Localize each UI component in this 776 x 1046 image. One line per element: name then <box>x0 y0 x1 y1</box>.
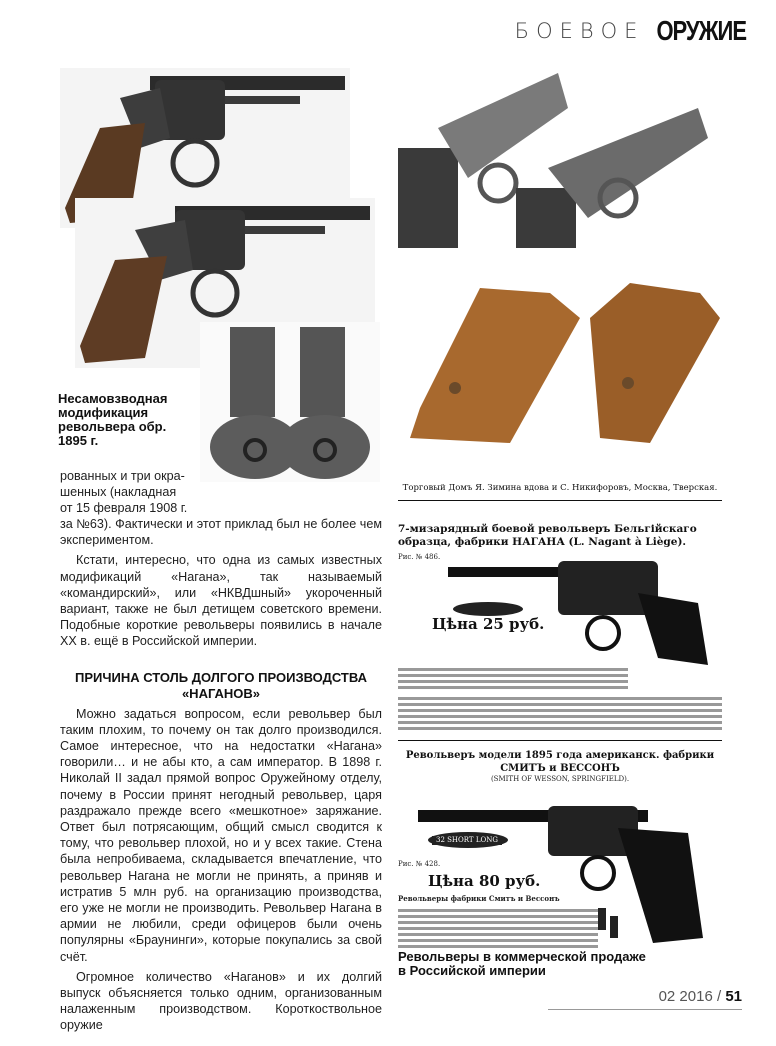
wrap-line-2: шенных (накладная <box>60 485 177 500</box>
ad-sw-description <box>398 906 598 951</box>
ad-sw-price: Цѣна 80 руб. <box>428 872 541 890</box>
ad-nagant-description <box>398 668 628 689</box>
paragraph-4: Огромное количество «Наганов» и их долгий выпуск объясняется только одним, организованным налаженным производством. Короткоствольное оружие <box>60 969 382 1033</box>
wrap-line-4: за №63). <box>60 517 112 531</box>
masthead <box>514 14 746 46</box>
wrap-text <box>60 468 200 517</box>
ad-sw-cartridge: 32 SHORT LONG <box>432 836 502 845</box>
photo-wood-grips <box>400 278 722 446</box>
paragraph-3: Можно задаться вопросом, если револьвер был таким плохим, то почему он так долго производился. Самое интересное, что на недостатки «Нагана» говорили… и не абы кто, а сам император. В 1898 г. Николай II задал прямой вопрос Оружейному отделу, почему в России принят негодный револьвер, царя раздражало прежде всего «мешкотное» заряжание. Ответ был потрясающим, общий смысл сводится к тому, что револьвер плохой, но и у всех такие. Стена была непробиваема, складывается впечатление, что револьвер Нагана не могли не принять, а приняв и истратив 5 млн руб. на организацию производства, его уже не могли не производить. Револьвер Нагана в армии не любили, среди офицеров были очень популярны «Браунинги», которые покупались за свой счёт. <box>60 706 382 964</box>
photo-frames-open <box>398 68 720 250</box>
issue-number: 02 2016 / <box>658 988 722 1005</box>
page-number: 51 <box>725 988 742 1005</box>
ad-nagant-notes <box>398 697 722 730</box>
section-heading: ПРИЧИНА СТОЛЬ ДОЛГОГО ПРОИЗВОДСТВА «НАГАНОВ» <box>74 669 368 701</box>
ad-sw-title: Револьверъ модели 1895 года американск. фабрики СМИТЪ и ВЕССОНЪ <box>405 750 715 774</box>
masthead-logo: ОРУЖИЕ <box>656 14 746 46</box>
ad-sw-brand: Револьверы фабрики Смитъ и Вессонъ <box>398 894 560 903</box>
footer-rule <box>548 1009 742 1010</box>
vintage-ad <box>398 482 722 956</box>
wrap-line-3: от 15 февраля 1908 г. <box>60 501 188 516</box>
ad-nagant-fig: Рис. № 486. <box>398 553 441 561</box>
ad-merchant: Торговый Домъ Я. Зимина вдова и С. Никифоровъ, Москва, Тверская. <box>402 483 718 493</box>
ad-sw-fig: Рис. № 428. <box>398 860 441 868</box>
ad-nagant-price: Цѣна 25 руб. <box>432 615 545 633</box>
page-footer <box>659 988 742 1005</box>
paragraph-1-tail <box>60 516 382 548</box>
paragraph-2: Кстати, интересно, что одна из самых известных модификаций «Нагана», так называемый «командирский», или «НКВДшный» укороченный вариант, также не был детищем советского времени. Подобные короткие револьверы появились в начале XX в. ещё в Российской империи. <box>60 553 382 649</box>
wrap-line-1: рованных и три окра- <box>60 469 185 483</box>
ad-nagant-engraving <box>398 553 722 665</box>
paragraph-1-text: Фактически и этот приклад был не более чем экспериментом. <box>60 517 382 548</box>
article-column <box>60 516 382 1034</box>
ad-nagant-title: 7-мизарядный боевой револьверъ Бельгійскаго образца, фабрики НАГАНА (L. Nagant à Liège). <box>398 523 697 548</box>
photo-grip-caps <box>200 322 380 482</box>
masthead-word: БОЕВОЕ <box>514 19 645 43</box>
ad-sw-subtitle: (SMITH OF WESSON, SPRINGFIELD). <box>490 775 630 783</box>
caption-left: Несамовзводная модификация револьвера обр. 1895 г. <box>58 391 168 448</box>
caption-right: Револьверы в коммерческой продаже в Российской империи <box>398 949 646 978</box>
